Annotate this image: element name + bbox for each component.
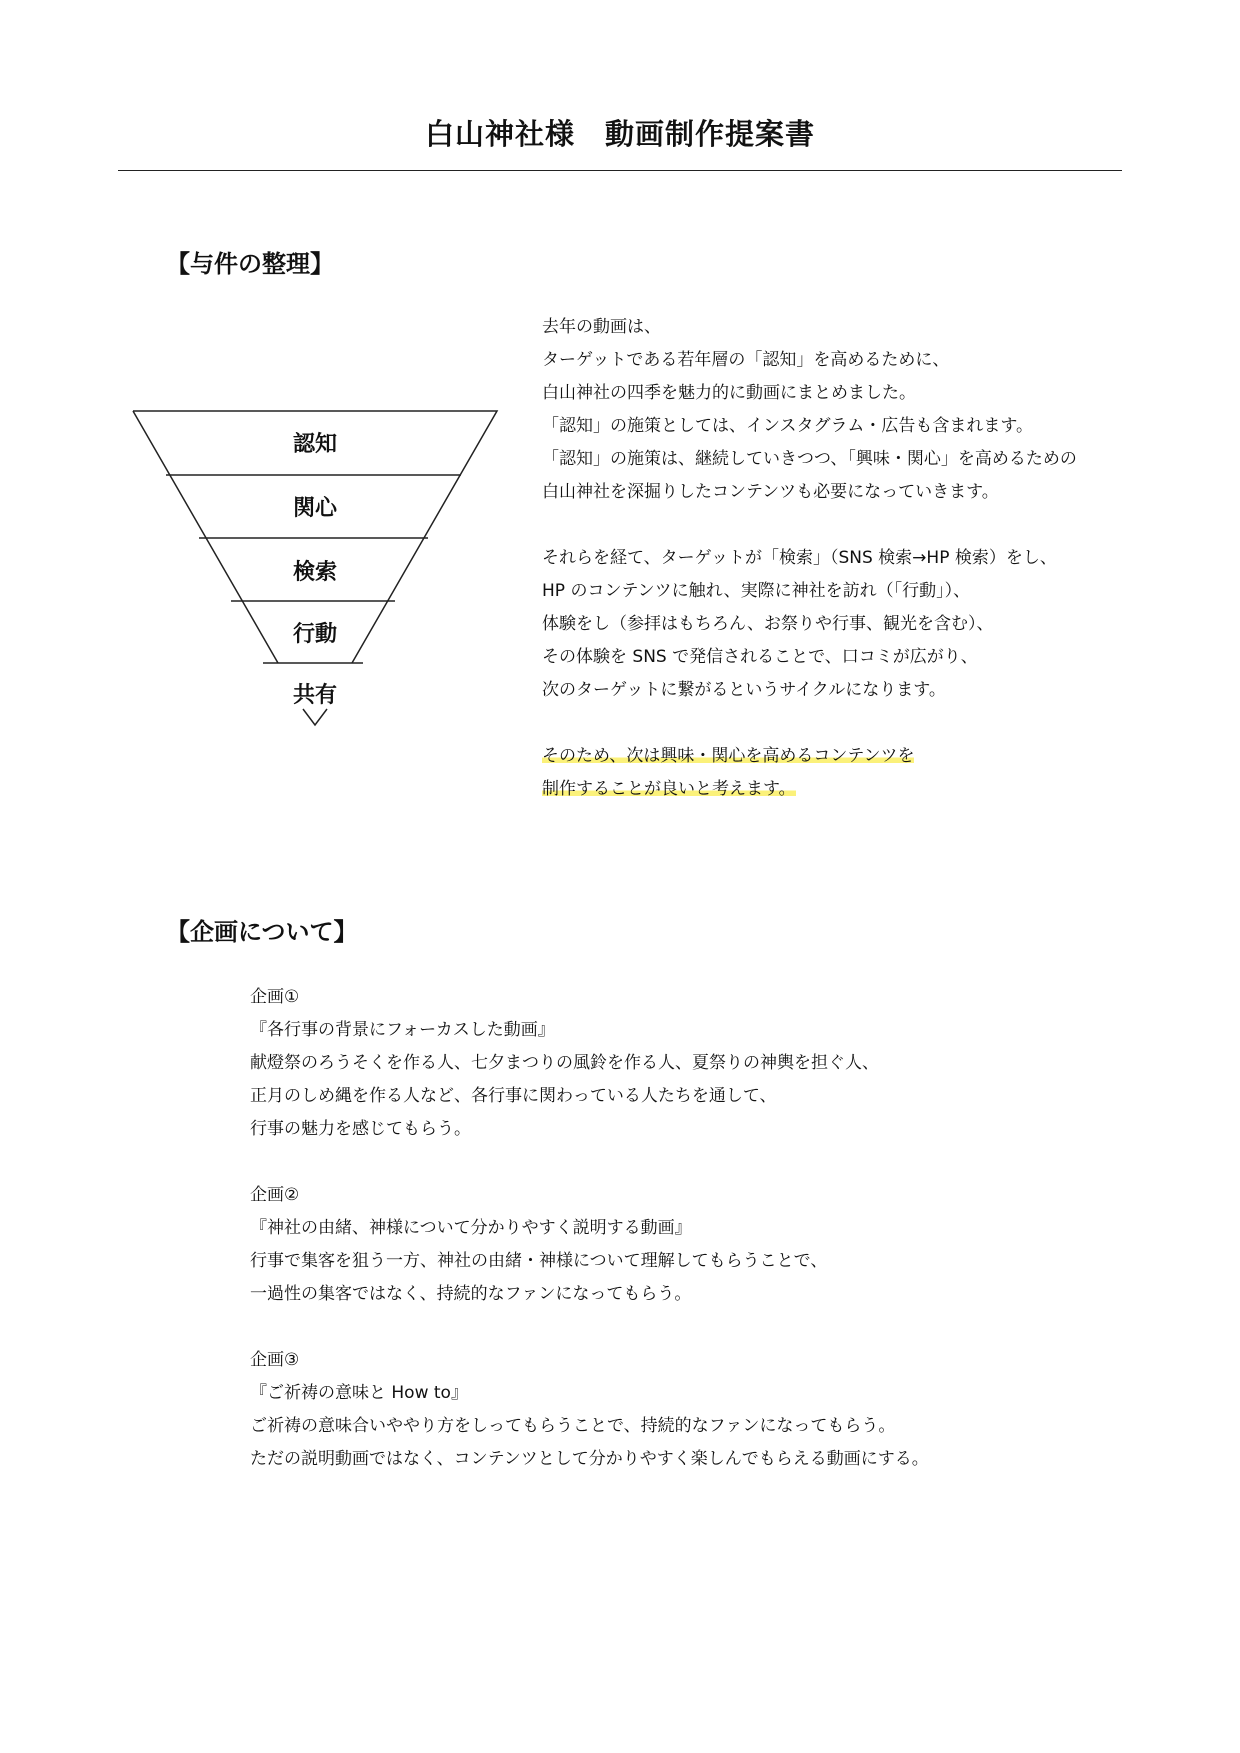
plan-label: 企画①	[250, 987, 300, 1007]
funnel-left-outline	[133, 411, 278, 663]
funnel-bottom-arrow-icon	[303, 709, 327, 725]
plan-title: 『各行事の背景にフォーカスした動画』	[250, 1020, 555, 1040]
paragraph-line: ターゲットである若年層の「認知」を高めるために、	[542, 350, 950, 370]
plan-block-3	[250, 1344, 1150, 1476]
plan-body-line: 一過性の集客ではなく、持続的なファンになってもらう。	[250, 1284, 692, 1304]
section-heading-requirements: 【与件の整理】	[166, 250, 334, 278]
highlighted-conclusion-line: そのため、次は興味・関心を高めるコンテンツを	[542, 746, 915, 766]
highlighted-conclusion-line: 制作することが良いと考えます。	[542, 779, 796, 799]
plan-body-line: ご祈祷の意味合いややり方をしってもらうことで、持続的なファンになってもらう。	[250, 1416, 896, 1436]
conclusion-paragraph	[542, 740, 1142, 806]
paragraph-line: 「認知」の施策は、継続していきつつ、「興味・関心」を高めるための	[542, 449, 1077, 469]
funnel-stage-awareness: 認知	[292, 432, 338, 457]
plan-body-line: 行事で集客を狙う一方、神社の由緒・神様について理解してもらうことで、	[250, 1251, 828, 1271]
paragraph-line: 次のターゲットに繋がるというサイクルになります。	[542, 680, 946, 700]
plan-title: 『神社の由緒、神様について分かりやすく説明する動画』	[250, 1218, 692, 1238]
paragraph-line: それらを経て、ターゲットが「検索」（SNS 検索→HP 検索）をし、	[542, 548, 1057, 568]
plan-block-2	[250, 1179, 1150, 1311]
plan-body-line: 正月のしめ縄を作る人など、各行事に関わっている人たちを通して、	[250, 1086, 777, 1106]
title-divider	[118, 170, 1122, 171]
plan-label: 企画②	[250, 1185, 300, 1205]
marketing-funnel-diagram	[130, 405, 510, 735]
paragraph-line: 体験をし（参拝はもちろん、お祭りや行事、観光を含む）、	[542, 614, 994, 634]
analysis-paragraph-2	[542, 542, 1142, 707]
plan-block-1	[250, 981, 1150, 1146]
plan-body-line: 行事の魅力を感じてもらう。	[250, 1119, 471, 1139]
paragraph-line: HP のコンテンツに触れ、実際に神社を訪れ（「行動」）、	[542, 581, 971, 601]
document-title: 白山神社様 動画制作提案書	[424, 117, 815, 151]
paragraph-line: 去年の動画は、	[542, 317, 661, 337]
paragraph-line: 「認知」の施策としては、インスタグラム・広告も含まれます。	[542, 416, 1033, 436]
funnel-stage-action: 行動	[292, 622, 338, 647]
funnel-stage-share: 共有	[292, 683, 338, 708]
paragraph-line: その体験を SNS で発信されることで、口コミが広がり、	[542, 647, 978, 667]
analysis-paragraph-1	[542, 311, 1142, 509]
paragraph-line: 白山神社の四季を魅力的に動画にまとめました。	[542, 383, 916, 403]
paragraph-line: 白山神社を深掘りしたコンテンツも必要になっていきます。	[542, 482, 999, 502]
plan-body-line: ただの説明動画ではなく、コンテンツとして分かりやすく楽しんでもらえる動画にする。	[250, 1449, 929, 1469]
plan-label: 企画③	[250, 1350, 300, 1370]
plan-body-line: 献燈祭のろうそくを作る人、七夕まつりの風鈴を作る人、夏祭りの神輿を担ぐ人、	[250, 1053, 879, 1073]
funnel-stage-search: 検索	[292, 560, 338, 585]
plan-title: 『ご祈祷の意味と How to』	[250, 1383, 468, 1403]
funnel-stage-interest: 関心	[292, 496, 338, 521]
section-heading-plans: 【企画について】	[166, 918, 358, 946]
